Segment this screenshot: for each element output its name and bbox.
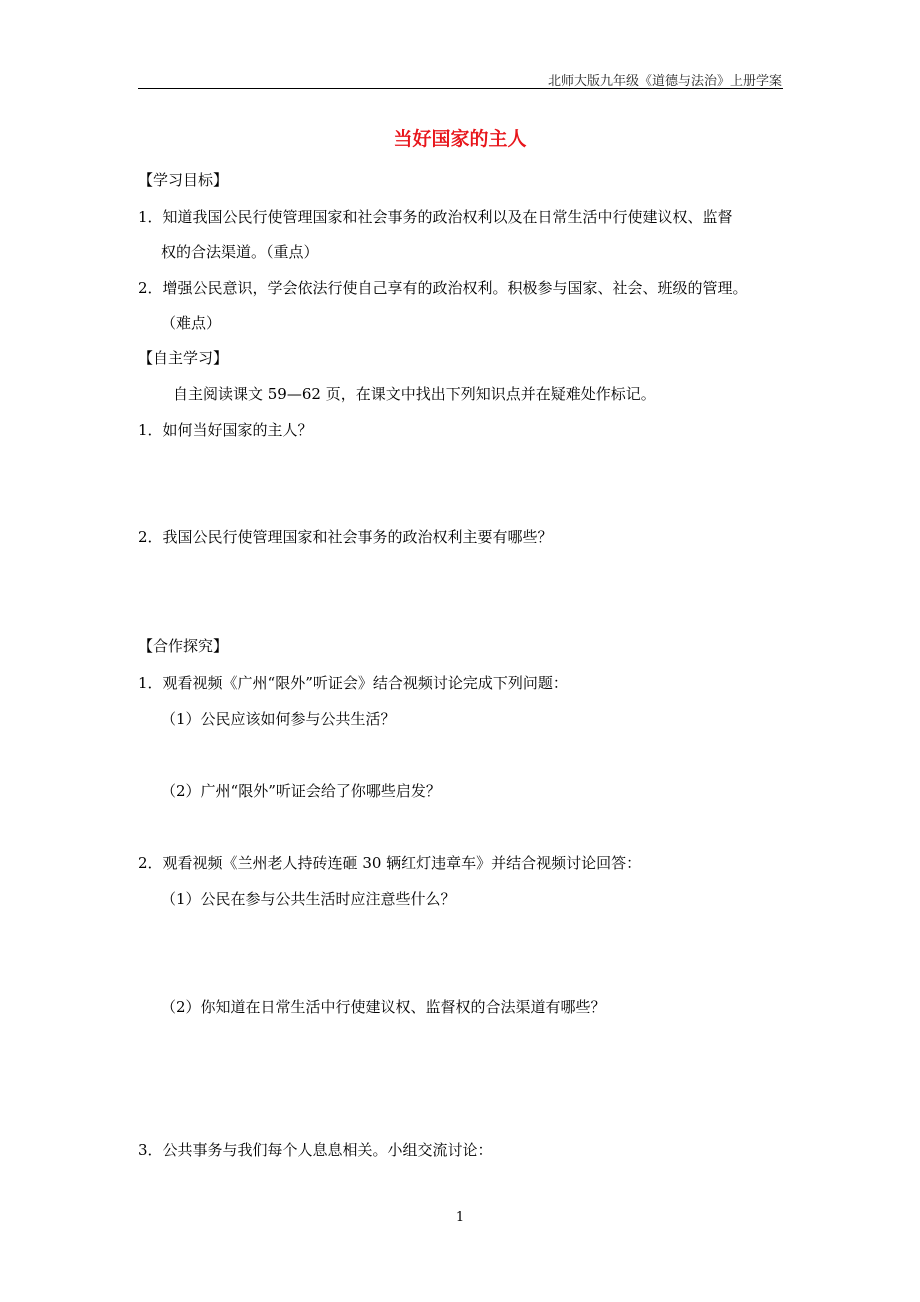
page-number: 1 [455,1210,465,1225]
document-title: 当好国家的主人 [393,128,527,150]
page-header: 北师大版九年级《道德与法治》上册学案 [547,74,782,89]
self-study-intro: 自主阅读课文 59—62 页，在课文中找出下列知识点并在疑难处作标记。 [173,385,656,403]
learning-goal-2-line-1: 2．增强公民意识，学会依法行使自己享有的政治权利。积极参与国家、社会、班级的管理。 [138,279,748,297]
self-study-heading: 【自主学习】 [138,349,229,367]
learning-goal-1-line-1: 1．知道我国公民行使管理国家和社会事务的政治权利以及在日常生活中行使建议权、监督 [138,208,733,226]
cooperative-heading: 【合作探究】 [138,637,229,655]
cooperative-question-1-sub-2: （2）广州“限外”听证会给了你哪些启发？ [161,782,441,800]
learning-goal-2-line-2: （难点） [161,314,222,332]
header-divider [138,88,783,89]
cooperative-question-2: 2．观看视频《兰州老人持砖连砸 30 辆红灯违章车》并结合视频讨论回答： [138,854,642,872]
self-study-question-1: 1．如何当好国家的主人？ [138,421,313,439]
learning-goals-heading: 【学习目标】 [138,171,229,189]
cooperative-question-1: 1．观看视频《广州“限外”听证会》结合视频讨论完成下列问题： [138,674,568,692]
cooperative-question-3: 3．公共事务与我们每个人息息相关。小组交流讨论： [138,1141,493,1159]
self-study-question-2: 2．我国公民行使管理国家和社会事务的政治权利主要有哪些？ [138,528,553,546]
cooperative-question-1-sub-1: （1）公民应该如何参与公共生活？ [161,710,396,728]
learning-goal-1-line-2: 权的合法渠道。（重点） [161,243,319,261]
cooperative-question-2-sub-1: （1）公民在参与公共生活时应注意些什么？ [161,890,456,908]
cooperative-question-2-sub-2: （2）你知道在日常生活中行使建议权、监督权的合法渠道有哪些？ [161,998,606,1016]
